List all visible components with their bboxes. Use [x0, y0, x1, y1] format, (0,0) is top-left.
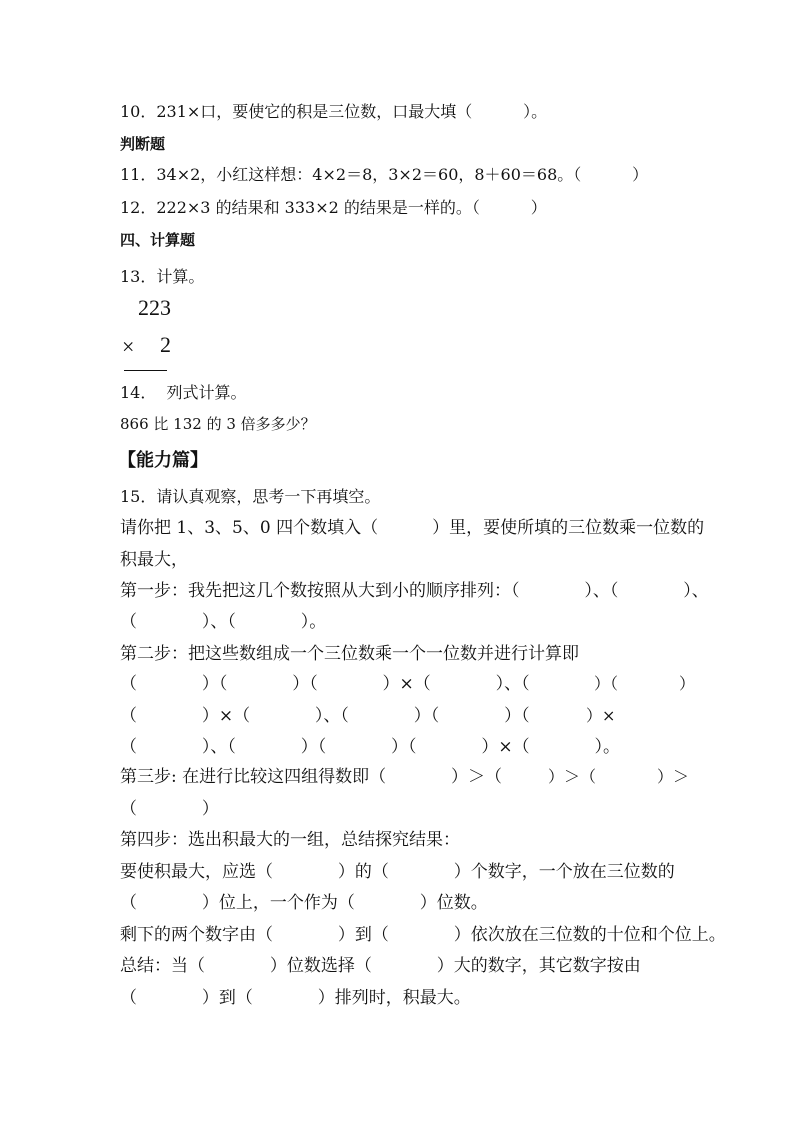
question-15: 15．请认真观察，思考一下再填空。	[120, 487, 381, 506]
question-12: 12．222×3 的结果和 333×2 的结果是一样的。（ ）	[120, 198, 547, 217]
question-11: 11．34×2，小红这样想：4×2＝8，3×2＝60，8＋60＝68。（ ）	[120, 165, 649, 184]
step-2-line-a: 第二步：把这些数组成一个三位数乘一个一位数并进行计算即	[120, 644, 579, 664]
conclusion-line-4: 总结：当（ ）位数选择（ ）大的数字，其它数字按由	[120, 956, 641, 976]
step-1-line-a: 第一步：我先把这几个数按照从大到小的顺序排列：（ ）、（ ）、	[120, 581, 709, 601]
conclusion-line-1: 要使积最大，应选（ ）的（ ）个数字，一个放在三位数的	[120, 862, 675, 882]
step-1-line-b: （ ）、（ ）。	[120, 612, 327, 632]
step-2-line-c-right: ）×	[586, 706, 616, 725]
step-3-line-b: （ ）	[120, 799, 219, 819]
section-heading-ability: 【能力篇】	[118, 450, 208, 471]
question-10: 10．231×口，要使它的积是三位数，口最大填（ ）。	[120, 102, 548, 121]
question-15-line-2: 积最大，	[120, 550, 188, 570]
vertical-calc-operator: ×	[122, 334, 135, 359]
step-2-line-c-left: （ ）×（ ）、（ ）（ ）（	[120, 706, 530, 726]
question-15-line-1: 请你把 1、3、5、0 四个数填入（ ）里，要使所填的三位数乘一位数的	[120, 518, 705, 538]
section-heading-calc: 四、计算题	[120, 231, 196, 249]
step-3-line-a-right: ）＞（ ）＞	[548, 767, 690, 786]
step-2-line-d: （ ）、（ ）（ ）（ ）×（ ）。	[120, 737, 620, 757]
conclusion-line-5: （ ）到（ ）排列时，积最大。	[120, 988, 471, 1008]
step-4: 第四步：选出积最大的一组，总结探究结果：	[120, 830, 460, 850]
question-14-text: 866 比 132 的 3 倍多多少？	[120, 415, 316, 433]
vertical-calc-top: 223	[138, 295, 171, 320]
vertical-calc-rule	[124, 370, 167, 371]
question-13: 13．计算。	[120, 267, 205, 286]
conclusion-line-2: （ ）位上，一个作为（ ）位数。	[120, 893, 488, 913]
step-2-line-b-right: ）（ ）	[594, 674, 696, 693]
conclusion-line-3: 剩下的两个数字由（ ）到（ ）依次放在三位数的十位和个位上。	[120, 925, 726, 945]
question-14: 14． 列式计算。	[120, 383, 247, 402]
section-heading-judge: 判断题	[120, 135, 166, 153]
step-2-line-b-left: （ ）（ ）（ ）×（ ）、（	[120, 674, 530, 694]
vertical-calc-bottom: 2	[160, 332, 171, 357]
step-3-line-a-left: 第三步: 在进行比较这四组得数即（ ）＞（	[120, 767, 502, 787]
